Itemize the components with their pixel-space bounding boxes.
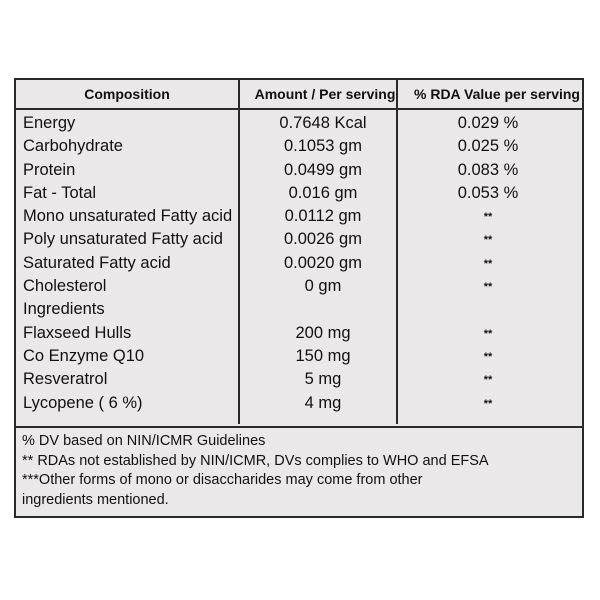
table-row <box>16 112 582 135</box>
composition-cell: Mono unsaturated Fatty acid <box>23 207 233 226</box>
composition-cell: Flaxseed Hulls <box>23 323 132 342</box>
composition-cell: Lycopene ( 6 %) <box>23 393 143 412</box>
rda-cell: 0.029 % <box>457 114 519 132</box>
amount-cell: 0.0112 gm <box>284 207 362 226</box>
amount-cell: 150 mg <box>295 346 351 365</box>
composition-cell: Poly unsaturated Fatty acid <box>23 230 223 249</box>
table-row <box>16 368 582 391</box>
footnote: ingredients mentioned. <box>22 491 169 508</box>
amount-cell: 200 mg <box>295 323 351 342</box>
table-body <box>16 112 582 415</box>
footnotes <box>16 426 582 510</box>
amount-cell: 0.0020 gm <box>284 253 362 272</box>
rda-cell: ** <box>483 374 493 387</box>
table-row <box>16 275 582 298</box>
table-row <box>16 252 582 275</box>
composition-cell: Fat - Total <box>23 183 97 202</box>
table-row <box>16 228 582 251</box>
footnote: ***Other forms of mono or disaccharides may come from other <box>22 472 423 488</box>
rda-cell: 0.053 % <box>457 183 519 202</box>
table-row <box>16 159 582 182</box>
composition-cell: Protein <box>23 160 76 179</box>
rda-cell: ** <box>483 211 493 224</box>
amount-cell: 4 mg <box>304 393 342 412</box>
table-row <box>16 298 582 321</box>
header-composition: Composition <box>84 86 170 102</box>
amount-cell: 5 mg <box>304 370 342 389</box>
composition-cell: Saturated Fatty acid <box>23 253 171 272</box>
rda-cell: ** <box>483 281 493 294</box>
amount-cell: 0.016 gm <box>288 183 358 202</box>
rda-cell: 0.083 % <box>457 160 519 179</box>
table-row <box>16 392 582 415</box>
table-row <box>16 205 582 228</box>
footnote: ** RDAs not established by NIN/ICMR, DVs complies to WHO and EFSA <box>22 452 489 469</box>
composition-cell: Carbohydrate <box>23 137 123 156</box>
amount-cell: 0.0499 gm <box>284 160 362 179</box>
composition-cell: Co Enzyme Q10 <box>23 346 145 365</box>
rda-cell: ** <box>483 257 493 270</box>
nutrition-table-panel <box>14 78 584 518</box>
rda-cell: ** <box>483 350 493 363</box>
composition-cell: Energy <box>23 114 76 132</box>
table-header-row <box>16 80 582 110</box>
rda-cell: ** <box>483 327 493 340</box>
rda-cell: ** <box>483 234 493 247</box>
amount-cell: 0.7648 Kcal <box>279 114 367 132</box>
header-rda: % RDA Value per serving <box>414 86 580 102</box>
amount-cell: 0.0026 gm <box>284 230 362 249</box>
composition-cell: Ingredients <box>23 300 105 319</box>
rda-cell: ** <box>483 397 493 410</box>
table-row <box>16 322 582 345</box>
header-amount: Amount / Per serving <box>254 86 396 102</box>
footnote: % DV based on NIN/ICMR Guidelines <box>22 433 266 449</box>
composition-cell: Resveratrol <box>23 370 108 389</box>
amount-cell: 0.1053 gm <box>284 137 362 156</box>
table-row <box>16 182 582 205</box>
table-row <box>16 135 582 158</box>
amount-cell: 0 gm <box>304 277 342 296</box>
composition-cell: Cholesterol <box>23 277 107 296</box>
rda-cell: 0.025 % <box>457 137 519 156</box>
table-row <box>16 345 582 368</box>
